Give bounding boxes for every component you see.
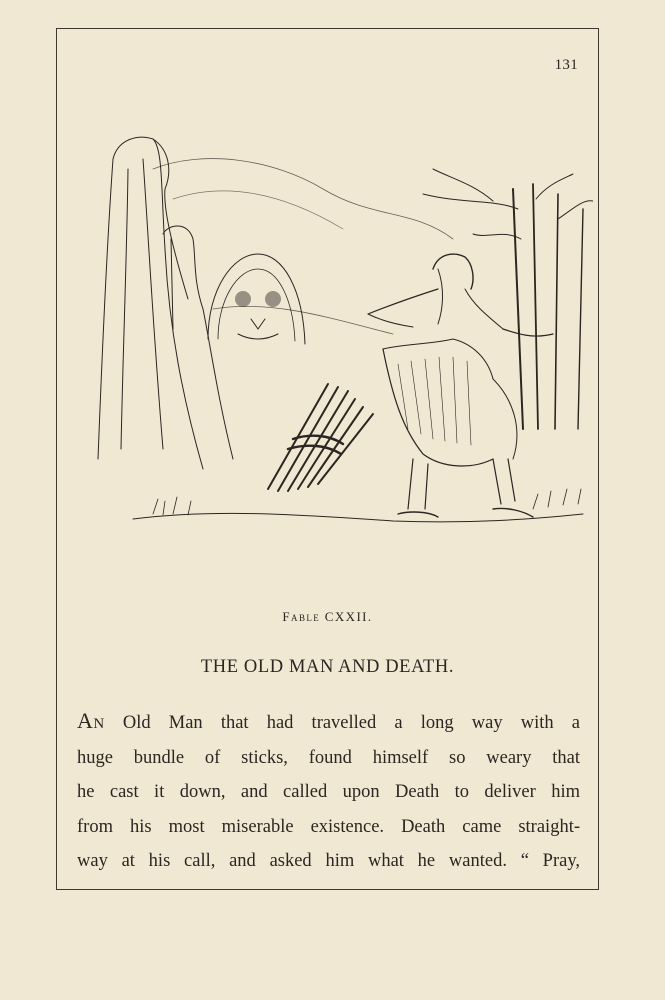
page-frame [56, 28, 599, 890]
fable-number-label [57, 609, 598, 625]
fable-line-3: he cast it down, and called upon Death to deliver him [77, 782, 580, 802]
engraving-old-man-and-death-icon [93, 129, 593, 524]
fable-lead-word: An [77, 708, 105, 733]
fable-line-2: huge bundle of sticks, found himself so weary that [77, 747, 580, 768]
fable-body-text [77, 704, 580, 879]
fable-title: THE OLD MAN AND DEATH. [200, 657, 455, 677]
fable-line-4: from his most miserable existence. Death came straight- [77, 816, 580, 837]
fable-line-1-text: Old Man that had travelled a long way with a [104, 713, 580, 733]
fable-label-text: Fable CXXII. [282, 609, 373, 624]
fable-line-1 [77, 704, 580, 741]
fable-line-5: way at his call, and asked him what he wanted. “ Pray, [77, 851, 580, 871]
page-number: 131 [554, 57, 578, 73]
